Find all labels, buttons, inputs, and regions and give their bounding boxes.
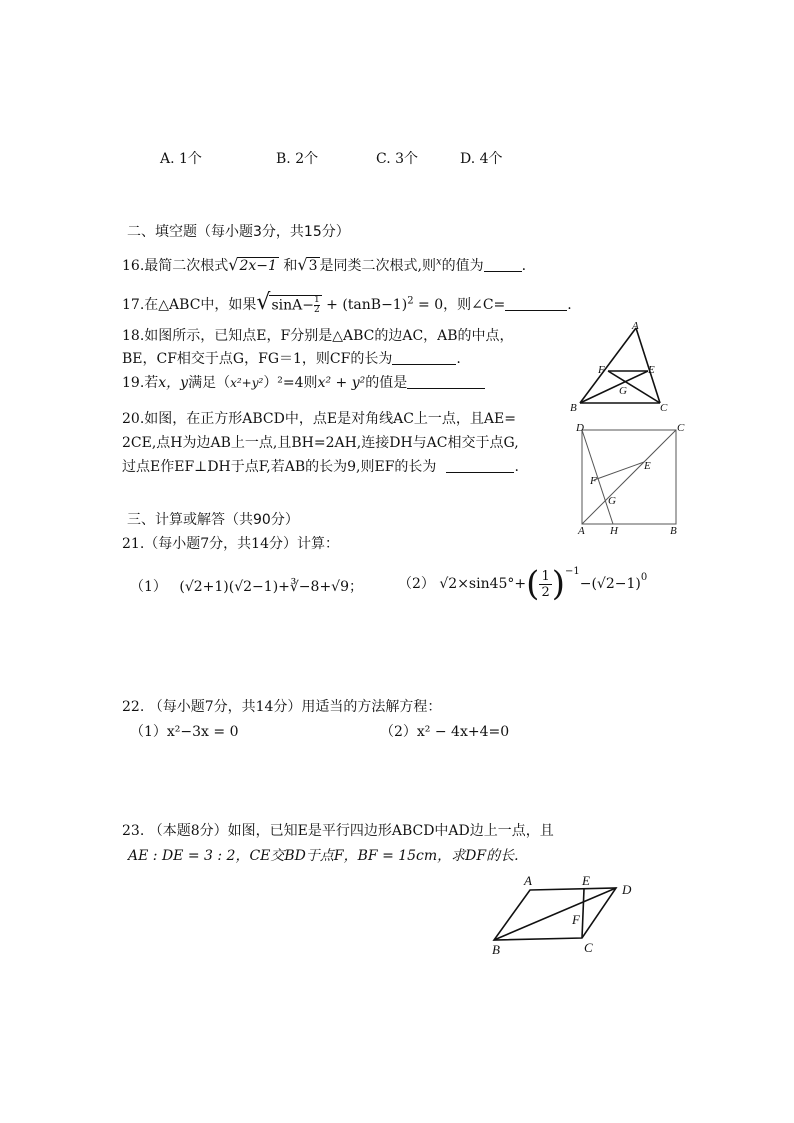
question-19 [122, 372, 485, 392]
q20-answer-blank[interactable] [446, 458, 514, 473]
q21-frac-den: 2 [541, 584, 550, 600]
q18-line-1: 18.如图所示，已知点E，F分别是△ABC的边AC，AB的中点， [122, 328, 514, 344]
q21-part-2: （2） √2×sin45°+( $\frac{1}{2}$ )$^{-1}-(√2-1)^0$ [398, 564, 648, 604]
fig23-label-c: C [584, 940, 593, 955]
q16-text-1: 16.最简二次根式 [122, 258, 229, 274]
q19-expr-2: x² + y² [317, 375, 366, 391]
q17-text-3: = 0，则∠C= [413, 297, 506, 313]
choice-b: B. 2个 [276, 151, 319, 167]
question-17: 17.在△ABC中，如果√sinA− $\frac{1}{2}$ + $(\tan B-1)^2 = 0$，则∠C= . [122, 290, 572, 315]
fig18-label-f: F [598, 364, 605, 376]
fig20-label-h: H [610, 525, 618, 537]
fig20-label-d: D [576, 422, 584, 434]
fig20-label-c: C [677, 422, 685, 434]
fig20-label-f: F [590, 475, 597, 487]
fig20-label-g: G [608, 495, 616, 507]
q19-text-2: 满足（ [188, 375, 231, 391]
fig20-label-e: E [644, 460, 651, 472]
q16-end: . [521, 258, 527, 274]
q19-vars: x，y [158, 375, 189, 391]
q20-square-figure [570, 420, 686, 538]
q21-frac-num: 1 [541, 568, 550, 584]
question-20 [122, 456, 519, 476]
choice-c: C. 3个 [376, 151, 419, 167]
q21-part-2-tail: −(√2−1) [579, 576, 641, 592]
q16-text-3: 是同类二次根式,则 [319, 258, 436, 274]
fig18-label-c: C [660, 402, 668, 414]
q19-text-4: 的值是 [365, 375, 408, 391]
fig18-label-g: G [619, 385, 627, 397]
q21-part-1-expr: (√2+1)(√2−1)+∛−8+√9； [179, 579, 364, 595]
q21-part-2-expr: √2×sin45°+ [439, 576, 527, 592]
q23-line-1: 23. （本题8分）如图，已知E是平行四边形ABCD中AD边上一点，且 [122, 823, 554, 839]
fig18-label-b: B [570, 402, 577, 414]
q22-part-1: （1）x²−3x = 0 [130, 724, 239, 740]
q18-answer-blank[interactable] [392, 350, 456, 365]
q18-line-2: BE，CF相交于点G，FG＝1，则CF的长为 [122, 351, 393, 367]
q21-title: 21.（每小题7分，共14分）计算： [122, 536, 339, 552]
q16-text-4: 的值为 [441, 258, 484, 274]
q20-end: . [514, 459, 519, 475]
q17-sup: 2 [407, 295, 414, 307]
q16-radicand-1: 2x−1 [239, 258, 277, 274]
q18-end: . [456, 351, 461, 367]
question-16: 16.最简二次根式√2x−1 和√3 是同类二次根式,则$^x$的值为 . [122, 255, 527, 274]
fig23-label-a: A [524, 873, 532, 888]
choice-a: A. 1个 [160, 151, 202, 167]
fig23-label-f: F [572, 912, 580, 927]
q21-tail-exp: 0 [640, 572, 648, 583]
fig23-label-b: B [492, 942, 500, 957]
q19-text-1: 19.若 [122, 375, 159, 391]
q19-expr: x²+y² [230, 376, 264, 390]
q20-line-3: 过点E作EF⊥DH于点F,若AB的长为9,则EF的长为 [122, 459, 437, 475]
q19-text-3: ）²=4则 [263, 375, 318, 391]
section-solve-title: 三、计算或解答（共90分） [127, 512, 299, 528]
q21-exp: −1 [564, 566, 580, 577]
q16-text-2: 和 [283, 258, 298, 274]
q16-answer-blank[interactable] [484, 257, 522, 272]
q17-end: . [567, 297, 572, 313]
q16-radicand-2: 3 [308, 258, 318, 274]
q22-title: 22. （每小题7分，共14分）用适当的方法解方程： [122, 699, 442, 715]
fig20-label-a: A [578, 525, 585, 537]
fig20-label-b: B [670, 525, 677, 537]
q20-line-2: 2CE,点H为边AB上一点,且BH=2AH,连接DH与AC相交于点G, [122, 435, 519, 451]
q17-radicand: sinA− $\frac{1}{2}$ [271, 294, 320, 315]
q23-parallelogram-figure [484, 868, 644, 960]
q21-part-2-label: （2） [398, 576, 435, 592]
q18-triangle-figure [566, 318, 676, 414]
q19-answer-blank[interactable] [407, 374, 485, 389]
choice-d: D. 4个 [460, 151, 503, 167]
fig23-label-e: E [582, 873, 590, 888]
q23-line-2: AE : DE = 3 : 2，CE交BD于点F，BF = 15cm，求DF的长. [128, 848, 519, 864]
fig18-label-e: E [648, 364, 655, 376]
question-18 [122, 348, 461, 368]
q17-text-1: 17.在△ABC中，如果 [122, 297, 257, 313]
q21-part-1-label: （1） [130, 579, 167, 595]
fig23-label-d: D [622, 882, 632, 897]
q17-text-2: + (tanB−1) [326, 297, 408, 313]
q16-x: x [435, 256, 442, 268]
q21-part-1 [130, 576, 363, 596]
fig18-label-a: A [632, 320, 639, 332]
q22-part-2: （2）x² − 4x+4=0 [380, 724, 510, 740]
q20-line-1: 20.如图，在正方形ABCD中，点E是对角线AC上一点，且AE= [122, 411, 516, 427]
section-fill-blank-title: 二、填空题（每小题3分，共15分） [127, 224, 350, 240]
q17-answer-blank[interactable] [505, 296, 567, 311]
